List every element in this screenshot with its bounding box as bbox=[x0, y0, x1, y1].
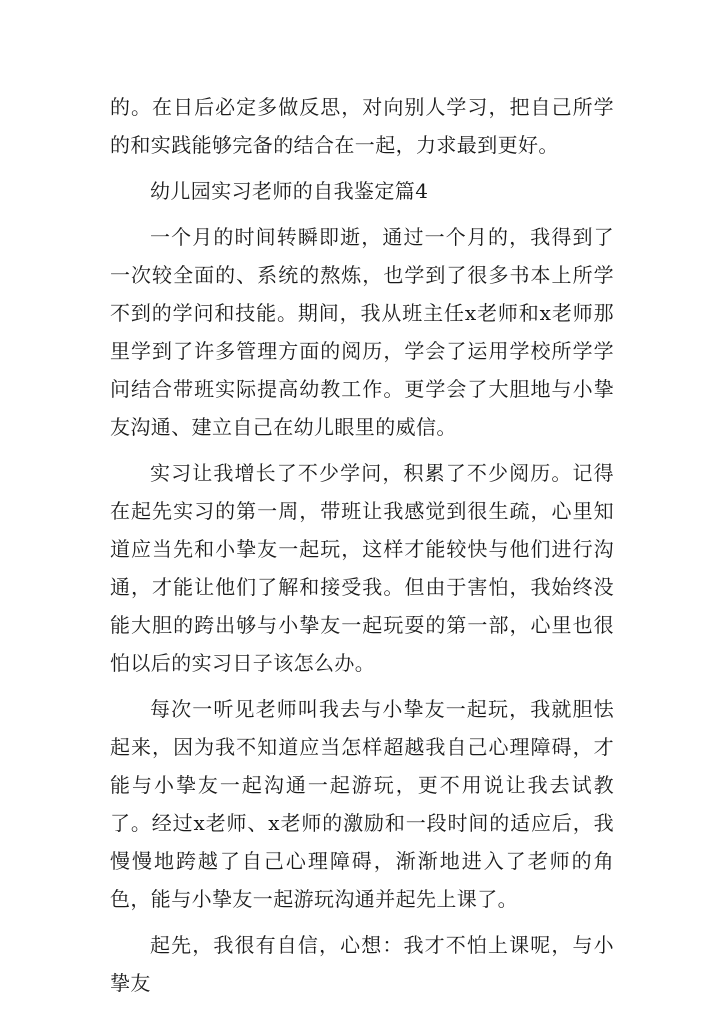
body-paragraph-3: 每次一听见老师叫我去与小挚友一起玩，我就胆怯 起来，因为我不知道应当怎样超越我自己心理障碍，才能与小挚友一起沟通一起游玩，更不用说让我去试教了。经过x老师、x老师的激励和一段时间的适应后，我慢慢地跨越了自己心理障碍，渐渐地进入了老师的角色，能与小挚友一起游玩沟通并起先上课了。 bbox=[110, 697, 635, 911]
body-paragraph-2: 实习让我增长了不少学问，积累了不少阅历。记得在起先实习的第一周，带班让我感觉到很生疏，心里知道应当先和小挚友一起玩，这样才能较快与他们进行沟通，才能让他们了解和接受我。但由于害怕，我始终没能大胆的跨出够与小挚友一起玩耍的第一部，心里也很怕以后的实习日子该怎么办。 bbox=[110, 461, 614, 675]
section-heading: 幼儿园实习老师的自我鉴定篇4 bbox=[150, 179, 429, 203]
body-paragraph-4: 起先，我很有自信，心想：我才不怕上课呢，与小挚友 bbox=[110, 933, 614, 995]
continuation-paragraph: 的。在日后必定多做反思，对向别人学习，把自己所学的和实践能够完备的结合在一起，力求最到更好。 bbox=[110, 95, 614, 157]
body-paragraph-1: 一个月的时间转瞬即逝，通过一个月的，我得到了一次较全面的、系统的熬炼，也学到了很多书本上所学不到的学问和技能。期间，我从班主任x老师和x老师那里学到了许多管理方面的阅历，学会了运用学校所学学问结合带班实际提高幼教工作。更学会了大胆地与小挚友沟通、建立自己在幼儿眼里的威信。 bbox=[110, 225, 614, 439]
document-body bbox=[110, 88, 635, 1010]
